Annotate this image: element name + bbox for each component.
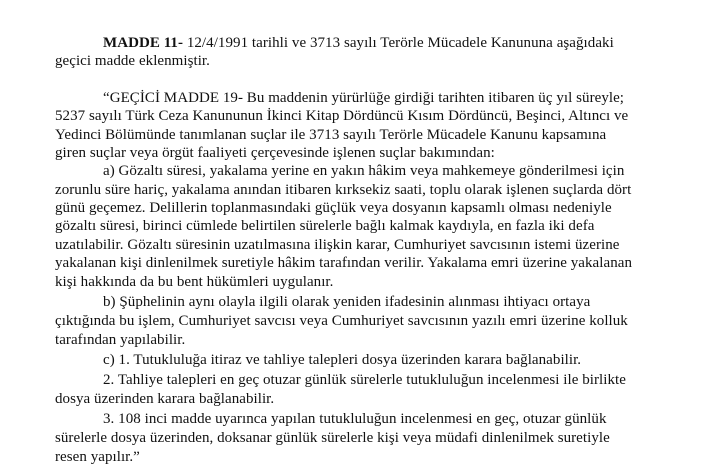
article-first-line-text: 12/4/1991 tarihli ve 3713 sayılı Terörle Mücadele Kanununa aşağıdaki <box>183 35 614 51</box>
body-line-3: Yedinci Bölümünde tanımlanan suçlar ile 3713 sayılı Terörle Mücadele Kanunu kapsamına <box>55 127 607 143</box>
body-line-6: zorunlu süre hariç, yakalama anından itibaren kırksekiz saati, toplu olarak işlenen suçlarda dört <box>55 182 632 198</box>
article-line-1 <box>103 35 695 52</box>
body-line-4: giren suçlar veya örgüt faaliyeti çerçevesinde işlenen suçlar bakımından: <box>55 145 495 161</box>
body-line-18: 3. 108 inci madde uyarınca yapılan tutukluluğun incelenmesi en geç, otuzar günlük <box>103 411 607 427</box>
body-line-2: 5237 sayılı Türk Ceza Kanununun İkinci Kitap Dördüncü Kısım Dördüncü, Beşinci, Altıncı ve <box>55 108 629 124</box>
body-line-19: sürelerle dosya üzerinden, doksanar günlük sürelerle kişi veya müdafi dinlenilmek suretiyle <box>55 430 610 446</box>
body-line-15: c) 1. Tutukluluğa itiraz ve tahliye talepleri dosya üzerinden karara bağlanabilir. <box>103 352 582 368</box>
body-line-9: uzatılabilir. Gözaltı süresinin uzatılmasına ilişkin karar, Cumhuriyet savcısının istemi üzerine <box>55 237 620 253</box>
body-line-8: gözaltı süresi, birinci cümlede belirtilen sürelerle bağlı kalmak kaydıyla, en fazla iki defa <box>55 218 595 234</box>
body-line-7: günü geçemez. Delillerin toplanmasındaki güçlük veya dosyanın kapsamlı olması nedeniyle <box>55 200 612 216</box>
body-line-14: tarafından yapılabilir. <box>55 332 186 348</box>
body-line-13: çıktığında bu işlem, Cumhuriyet savcısı veya Cumhuriyet savcısının yazılı emri üzerine kolluk <box>55 313 628 329</box>
body-line-11: kişi hakkında da bu bent hükümleri uygulanır. <box>55 274 334 290</box>
article-line-2: geçici madde eklenmiştir. <box>55 53 210 69</box>
article-heading: MADDE 11- <box>103 35 184 51</box>
body-line-10: yakalanan kişi dinlenilmek suretiyle hâkim tarafından verilir. Yakalama emri üzerine yakalanan <box>55 255 632 271</box>
body-line-17: dosya üzerinden karara bağlanabilir. <box>55 391 275 407</box>
body-line-20: resen yapılır.” <box>55 449 140 465</box>
body-line-5: a) Gözaltı süresi, yakalama yerine en yakın hâkim veya mahkemeye gönderilmesi için <box>103 163 625 179</box>
body-line-12: b) Şüphelinin aynı olayla ilgili olarak yeniden ifadesinin alınması ihtiyacı ortaya <box>103 294 591 310</box>
body-line-1: “GEÇİCİ MADDE 19- Bu maddenin yürürlüğe girdiği tarihten itibaren üç yıl süreyle; <box>103 90 625 106</box>
body-line-16: 2. Tahliye talepleri en geç otuzar günlük sürelerle tutukluluğun incelenmesi ile birlikte <box>103 372 626 388</box>
